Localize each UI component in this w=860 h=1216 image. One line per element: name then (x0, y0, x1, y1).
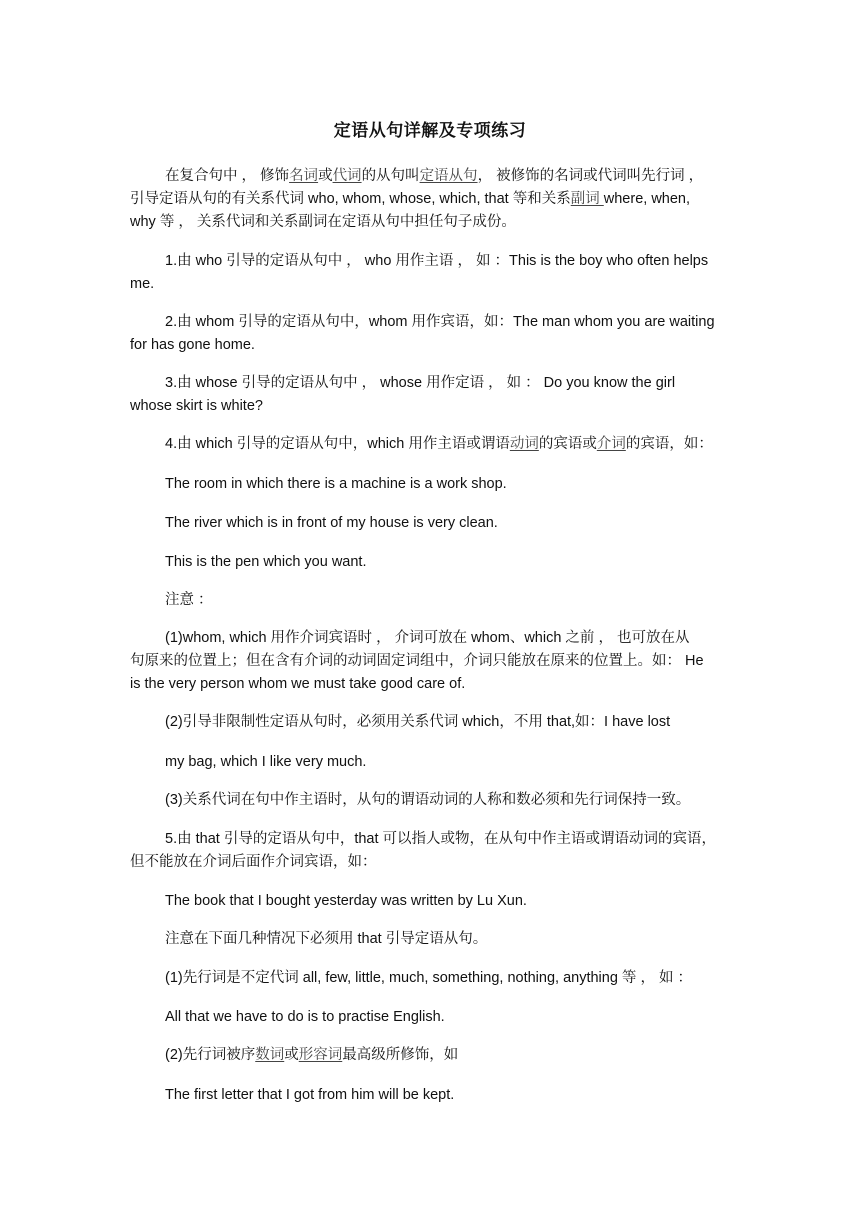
note-2-line-1: (2)引导非限制性定语从句时，必须用关系代词 which，不用 that,如：I have lost (165, 714, 671, 730)
rule-5-line-2: 但不能放在介词后面作介词宾语，如： (130, 854, 377, 870)
rule-1-line-2: me. (130, 276, 155, 292)
that-note: 注意在下面几种情况下必须用 that 引导定语从句。 (165, 931, 488, 947)
that-case-1: (1)先行词是不定代词 all, few, little, much, something, nothing, anything 等 ， 如 ： (165, 970, 693, 986)
note-2-line-2: my bag, which I like very much. (165, 754, 367, 770)
example-1: The room in which there is a machine is a work shop. (165, 476, 507, 492)
example-5: All that we have to do is to practise English. (165, 1009, 445, 1025)
note-1-line-1: (1)whom, which 用作介词宾语时 ， 介词可放在 whom、which 之前 ， 也可放在从 (165, 630, 690, 646)
example-4: The book that I bought yesterday was written by Lu Xun. (165, 893, 527, 909)
rule-4-line-1: 4.由 which 引导的定语从句中，which 用作主语或谓语动词的宾语或介词的宾语，如： (165, 436, 713, 452)
intro-line-2: 引导定语从句的有关系代词 who, whom, whose, which, that 等和关系副词 where, when, (130, 191, 691, 207)
rule-1-line-1: 1.由 who 引导的定语从句中 ， who 用作主语 ， 如 ：This is the boy who often helps (165, 253, 709, 269)
example-2: The river which is in front of my house is very clean. (165, 515, 498, 531)
document-title: 定语从句详解及专项练习 (333, 121, 527, 141)
note-heading: 注意 ： (165, 592, 213, 608)
link-verb[interactable]: 动词 (509, 436, 539, 452)
rule-2-line-1: 2.由 whom 引导的定语从句中，whom 用作宾语，如：The man whom you are waiting (165, 314, 715, 330)
link-attributive-clause[interactable]: 定语从句 (419, 168, 478, 184)
example-3: This is the pen which you want. (165, 554, 367, 570)
link-adjective[interactable]: 形容词 (298, 1047, 343, 1063)
rule-5-line-1: 5.由 that 引导的定语从句中，that 可以指人或物，在从句中作主语或谓语动词的宾语， (165, 831, 717, 847)
example-6: The first letter that I got from him will be kept. (165, 1087, 455, 1103)
intro-line-1: 在复合句中 ， 修饰名词或代词的从句叫定语从句， 被修饰的名词或代词叫先行词 ， (165, 168, 704, 184)
that-case-2: (2)先行词被序数词或形容词最高级所修饰，如 (165, 1047, 459, 1063)
note-1-line-2: 句原来的位置上；但在含有介词的动词固定词组中，介词只能放在原来的位置上。如： He (130, 653, 704, 669)
link-adverb[interactable]: 副词 (570, 191, 604, 207)
link-noun[interactable]: 名词 (289, 168, 319, 184)
rule-3-line-2: whose skirt is white? (130, 398, 263, 414)
note-1-line-3: is the very person whom we must take good care of. (130, 676, 466, 692)
note-3: (3)关系代词在句中作主语时，从句的谓语动词的人称和数必须和先行词保持一致。 (165, 792, 691, 808)
link-numeral[interactable]: 数词 (255, 1047, 285, 1063)
rule-3-line-1: 3.由 whose 引导的定语从句中 ， whose 用作定语 ， 如 ： Do you know the girl (165, 375, 676, 391)
link-preposition[interactable]: 介词 (596, 436, 626, 452)
link-pronoun[interactable]: 代词 (332, 168, 362, 184)
rule-2-line-2: for has gone home. (130, 337, 255, 353)
intro-line-3: why 等 ， 关系代词和关系副词在定语从句中担任句子成份。 (130, 214, 516, 230)
